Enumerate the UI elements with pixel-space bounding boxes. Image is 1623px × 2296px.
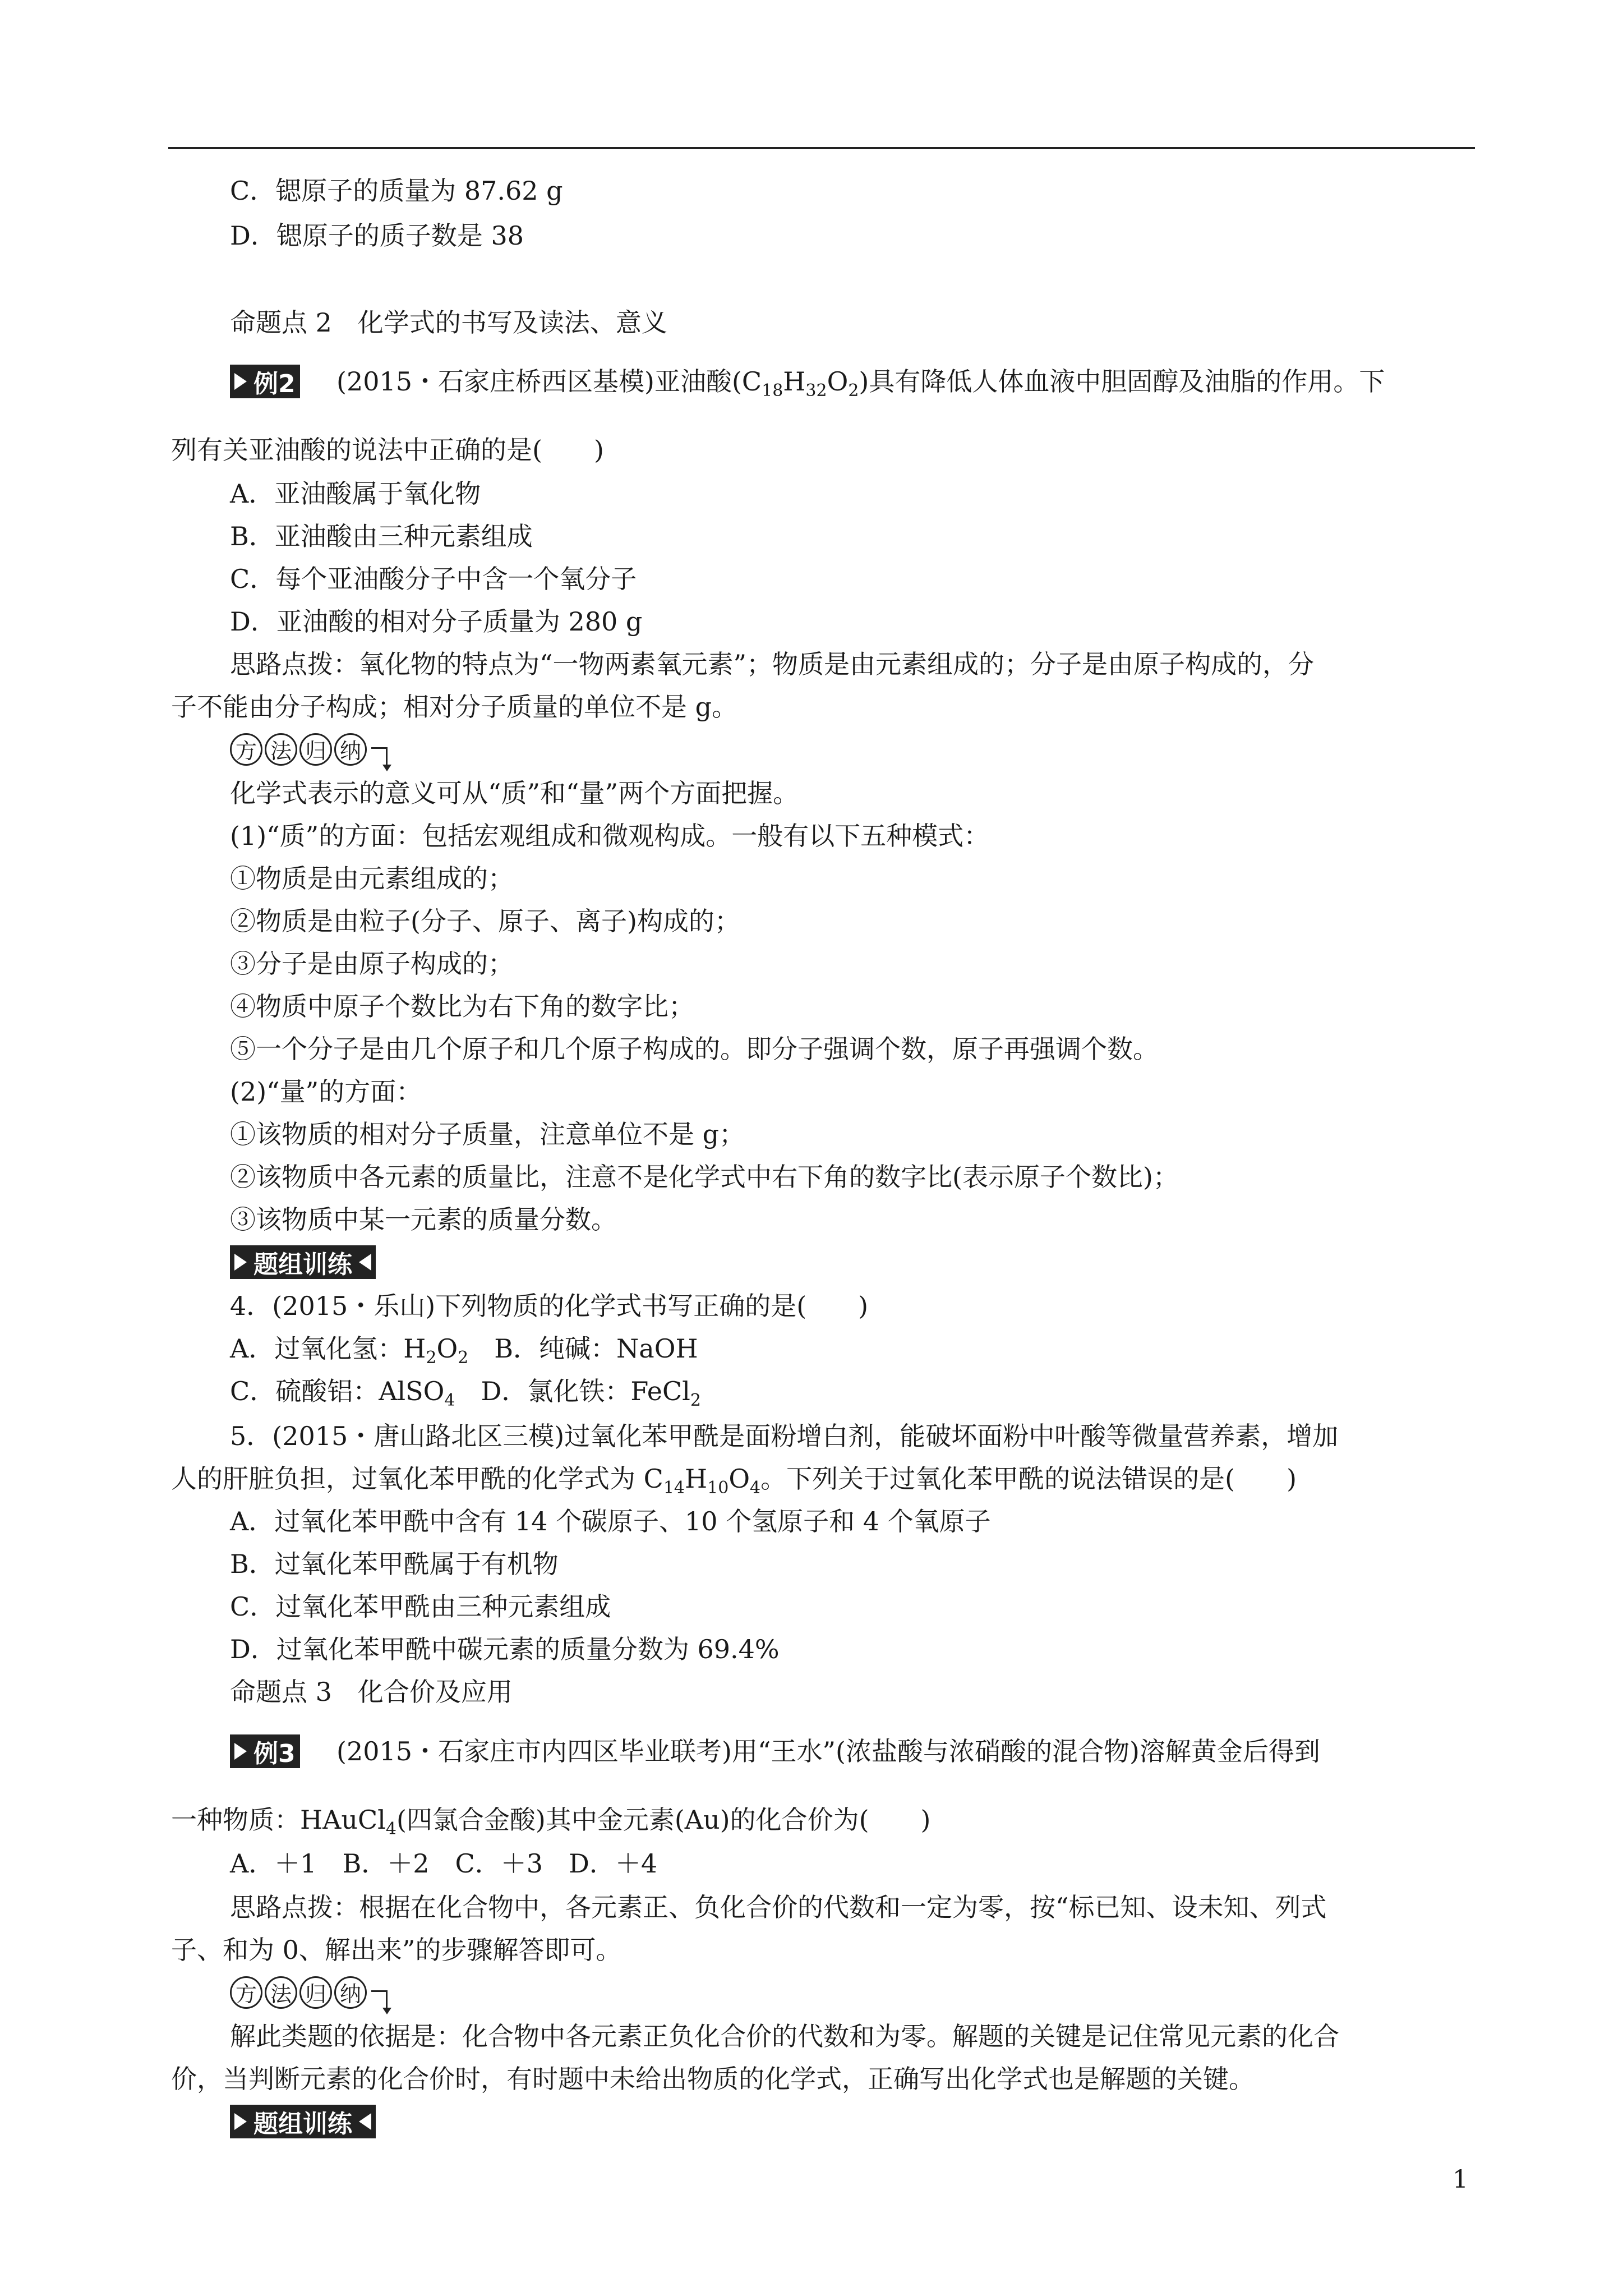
header-rule [168, 147, 1475, 149]
example-3-label: 例3 [253, 1740, 296, 1768]
question-5-option-a: A．过氧化苯甲酰中含有 14 个碳原子、10 个氢原子和 4 个氧原子 [230, 1506, 991, 1536]
method-summary-badge-2 [230, 1976, 388, 2009]
method-line-9: ①该物质的相对分子质量，注意单位不是 g； [230, 1119, 745, 1149]
question-5-line2: 人的肝脏负担，过氧化苯甲酰的化学式为 $C_{14}H_{10}O_4$。下列关于过氧化苯甲酰的说法错误的是( ) [171, 1464, 1297, 1498]
option-c-strontium: C．锶原子的质量为 87.62 g [230, 176, 563, 206]
method-line-2: (1)“质”的方面：包括宏观组成和微观构成。一般有以下五种模式： [230, 821, 990, 851]
example-3-tag [230, 1734, 300, 1768]
question-4-options-cd: C．硫酸铝：AlSO$_4$ D．氯化铁：FeCl$_2$ [230, 1376, 701, 1410]
play-icon [234, 1743, 247, 1760]
question-5-option-b: B．过氧化苯甲酰属于有机物 [230, 1549, 559, 1579]
play-icon [234, 2113, 247, 2130]
method-3-line2: 价，当判断元素的化合价时，有时题中未给出物质的化学式，正确写出化学式也是解题的关键。 [171, 2064, 1255, 2094]
method-char: 法 [265, 733, 297, 766]
method-char: 方 [230, 1976, 262, 2009]
option-d-strontium: D．锶原子的质子数是 38 [230, 220, 524, 251]
method-summary-badge-1 [230, 733, 388, 766]
question-5-line1: 5．(2015・唐山路北区三模)过氧化苯甲酰是面粉增白剂，能破坏面粉中叶酸等微量营养素，增加 [230, 1421, 1339, 1451]
example-2-option-d: D．亚油酸的相对分子质量为 280 g [230, 606, 643, 637]
practice-label: 题组训练 [253, 1250, 352, 1279]
method-line-4: ②物质是由粒子(分子、原子、离子)构成的； [230, 906, 740, 936]
example-3-stem: (2015・石家庄市内四区毕业联考)用“王水”(浓盐酸与浓硝酸的混合物)溶解黄金后得到 [336, 1736, 1320, 1766]
hook-arrow-icon [371, 1990, 388, 2009]
hint-2-line1: 思路点拨：氧化物的特点为“一物两素氧元素”；物质是由元素组成的；分子是由原子构成的，分 [230, 649, 1315, 679]
reverse-play-icon [359, 2113, 371, 2130]
section-heading-2: 命题点 2 化学式的书写及读法、意义 [230, 307, 667, 338]
question-5-option-d: D．过氧化苯甲酰中碳元素的质量分数为 69.4% [230, 1634, 780, 1664]
reverse-play-icon [359, 1254, 371, 1271]
method-3-line1: 解此类题的依据是：化合物中各元素正负化合价的代数和为零。解题的关键是记住常见元素的化合 [230, 2021, 1339, 2051]
hint-3-line1: 思路点拨：根据在化合物中，各元素正、负化合价的代数和一定为零，按“标已知、设未知、列式 [230, 1892, 1327, 1922]
practice-tag-1 [230, 1245, 376, 1279]
method-char: 法 [265, 1976, 297, 2009]
hint-3-line2: 子、和为 0、解出来”的步骤解答即可。 [171, 1935, 622, 1965]
method-char: 归 [299, 1976, 332, 2009]
example-2-option-b: B．亚油酸由三种元素组成 [230, 521, 533, 551]
method-char: 方 [230, 733, 262, 766]
method-char: 归 [299, 733, 332, 766]
method-line-11: ③该物质中某一元素的质量分数。 [230, 1204, 617, 1235]
method-line-10: ②该物质中各元素的质量比，注意不是化学式中右下角的数字比(表示原子个数比)； [230, 1162, 1179, 1192]
hint-2-line2: 子不能由分子构成；相对分子质量的单位不是 g。 [171, 692, 738, 722]
example-2-label: 例2 [253, 370, 296, 398]
method-line-6: ④物质中原子个数比为右下角的数字比； [230, 991, 694, 1022]
play-icon [234, 1254, 247, 1271]
play-icon [234, 373, 247, 390]
method-line-3: ①物质是由元素组成的； [230, 863, 514, 894]
example-2-stem-line2: 列有关亚油酸的说法中正确的是( ) [171, 435, 604, 465]
practice-tag-2 [230, 2105, 376, 2138]
page-number: 1 [1453, 2165, 1468, 2194]
method-line-5: ③分子是由原子构成的； [230, 949, 514, 979]
hook-arrow-icon [371, 747, 388, 766]
example-2-tag [230, 365, 300, 398]
method-line-8: (2)“量”的方面： [230, 1076, 422, 1107]
question-4: 4．(2015・乐山)下列物质的化学式书写正确的是( ) [230, 1291, 869, 1321]
method-line-1: 化学式表示的意义可从“质”和“量”两个方面把握。 [230, 778, 799, 808]
question-5-option-c: C．过氧化苯甲酰由三种元素组成 [230, 1591, 611, 1622]
method-char: 纳 [334, 1976, 367, 2009]
example-3-options: A．＋1 B．＋2 C．＋3 D．＋4 [230, 1848, 658, 1879]
practice-label: 题组训练 [253, 2110, 352, 2138]
question-4-options-ab: A．过氧化氢：$H_2O_2$ B．纯碱：NaOH [230, 1333, 698, 1368]
method-char: 纳 [334, 733, 367, 766]
example-2-stem: (2015・石家庄桥西区基模)亚油酸$(C_{18}H_{32}O_2)$具有降低人体血液中胆固醇及油脂的作用。下 [336, 366, 1385, 401]
example-3-stem-line2: 一种物质：HAuCl$_4$(四氯合金酸)其中金元素(Au)的化合价为( ) [171, 1805, 931, 1839]
example-2-option-a: A．亚油酸属于氧化物 [230, 478, 481, 509]
example-2-option-c: C．每个亚油酸分子中含一个氧分子 [230, 564, 637, 594]
method-line-7: ⑤一个分子是由几个原子和几个原子构成的。即分子强调个数，原子再强调个数。 [230, 1034, 1159, 1064]
section-heading-3: 命题点 3 化合价及应用 [230, 1677, 513, 1707]
